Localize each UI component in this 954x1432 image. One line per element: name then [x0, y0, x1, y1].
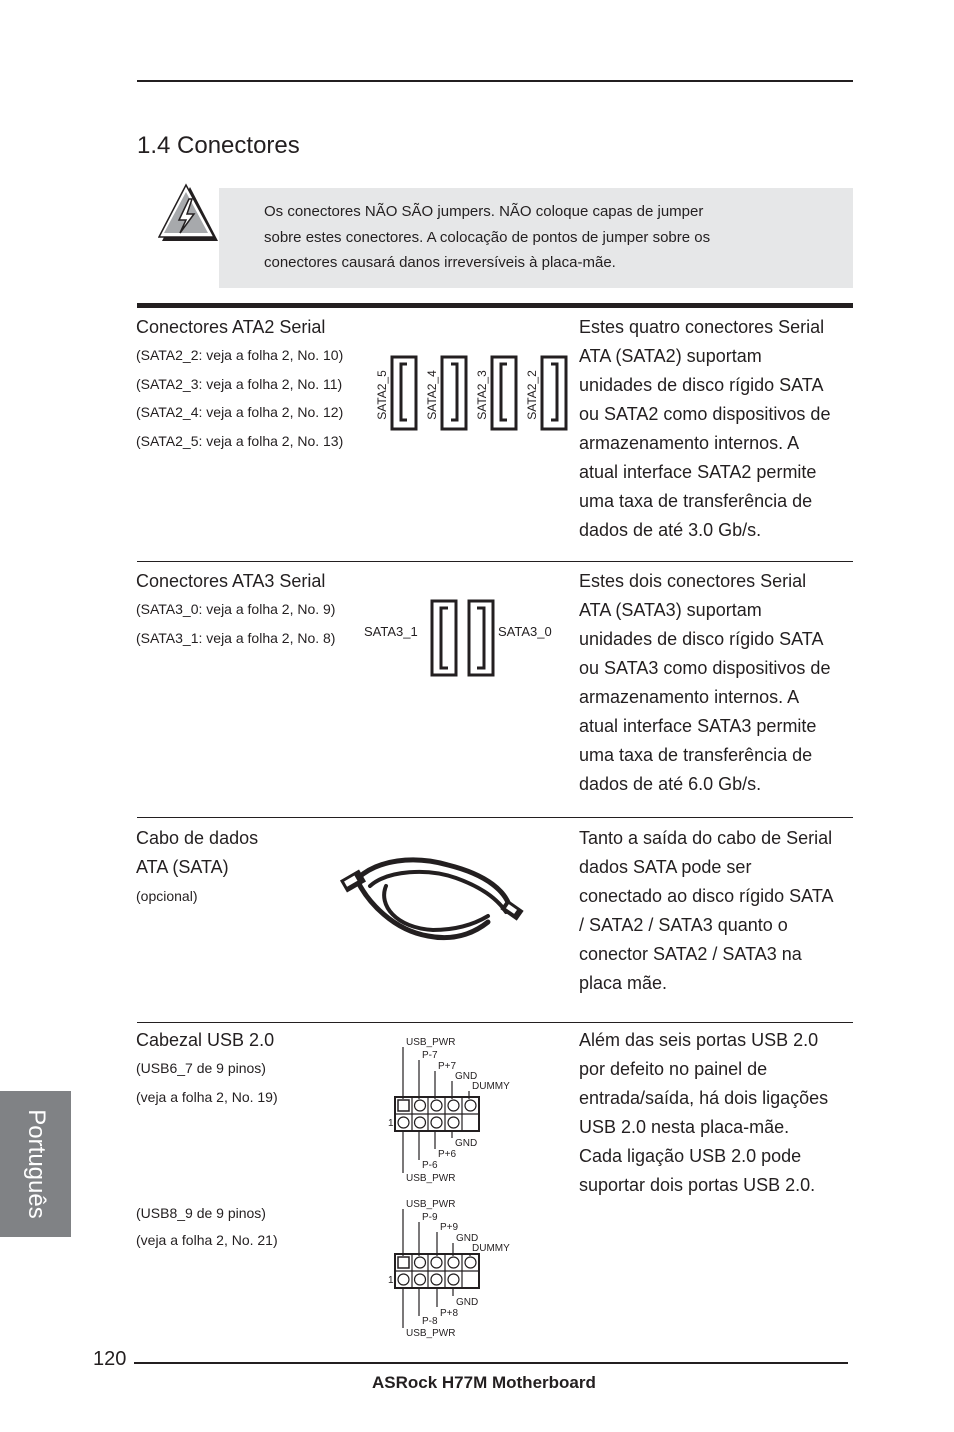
svg-text:P+8: P+8: [440, 1308, 459, 1319]
usb-description: Além das seis portas USB 2.0 por defeito no painel de entrada/saída, há dois ligações USB 2.0 nesta placa-mãe. Cada ligação USB 2.0 pode suportar dois portas USB 2.0.: [579, 1030, 829, 1195]
language-tab: [0, 1091, 71, 1237]
divider: [137, 817, 853, 818]
svg-text:P-9: P-9: [422, 1212, 438, 1223]
language-tab-label: Português: [22, 1109, 50, 1219]
ata2-note: (SATA2_2: veja a folha 2, No. 10): [136, 347, 344, 363]
svg-text:USB_PWR: USB_PWR: [406, 1199, 456, 1210]
svg-text:P-6: P-6: [422, 1160, 438, 1171]
ata2-note: (SATA2_5: veja a folha 2, No. 13): [136, 433, 344, 449]
usb-note: (veja a folha 2, No. 21): [136, 1232, 278, 1248]
section-rule: [137, 303, 853, 308]
page-number: 120: [93, 1348, 127, 1370]
ata2-title: Conectores ATA2 Serial: [136, 317, 326, 337]
sata2-port: [425, 357, 466, 429]
svg-text:DUMMY: DUMMY: [472, 1081, 510, 1092]
svg-text:P+9: P+9: [440, 1222, 459, 1233]
top-rule: [137, 80, 853, 82]
svg-text:1: 1: [388, 1118, 394, 1129]
ata3-note: (SATA3_0: veja a folha 2, No. 9): [136, 601, 336, 617]
cable-title: Cabo de dados: [136, 828, 259, 848]
sata2-port: [475, 357, 516, 429]
svg-text:SATA3_0: SATA3_0: [498, 624, 552, 639]
footer-title: ASRock H77M Motherboard: [372, 1373, 596, 1392]
svg-text:SATA2_5: SATA2_5: [375, 370, 389, 420]
usb-header-diagram: [384, 1033, 534, 1185]
svg-text:1: 1: [388, 1275, 394, 1286]
cable-note: (opcional): [136, 888, 198, 904]
svg-text:SATA2_2: SATA2_2: [525, 370, 539, 420]
svg-text:USB_PWR: USB_PWR: [406, 1173, 456, 1184]
svg-text:P-7: P-7: [422, 1050, 438, 1061]
ata2-description: Estes quatro conectores Serial ATA (SATA2) suportam unidades de disco rígido SATA ou SATA2 como dispositivos de armazenamento internos. A atual interface SATA2 permite uma taxa de transferência de dados de até 3.0 Gb/s.: [579, 317, 831, 540]
ata3-note: (SATA3_1: veja a folha 2, No. 8): [136, 630, 336, 646]
svg-text:P+6: P+6: [438, 1149, 457, 1160]
section-title: 1.4 Conectores: [137, 132, 300, 159]
svg-text:GND: GND: [456, 1297, 479, 1308]
divider: [137, 561, 853, 562]
svg-text:DUMMY: DUMMY: [472, 1243, 510, 1254]
svg-text:P-8: P-8: [422, 1316, 438, 1327]
sata2-port: [525, 357, 566, 429]
usb-note: (veja a folha 2, No. 19): [136, 1089, 278, 1105]
usb-header-diagram: [384, 1196, 534, 1346]
svg-text:SATA2_3: SATA2_3: [475, 370, 489, 420]
usb-note: (USB8_9 de 9 pinos): [136, 1205, 266, 1221]
sata3-connectors-diagram: [360, 598, 565, 678]
cable-title: ATA (SATA): [136, 857, 229, 877]
warning-text: Os conectores NÃO SÃO jumpers. NÃO coloque capas de jumper sobre estes conectores. A colocação de pontos de jumper sobre os conectores causará danos irreversíveis à placa-mãe.: [264, 203, 711, 271]
svg-text:SATA2_4: SATA2_4: [425, 370, 439, 420]
ata3-title: Conectores ATA3 Serial: [136, 571, 326, 591]
svg-text:P+7: P+7: [438, 1061, 457, 1072]
svg-text:SATA3_1: SATA3_1: [364, 624, 418, 639]
usb-title: Cabezal USB 2.0: [136, 1030, 275, 1050]
svg-text:USB_PWR: USB_PWR: [406, 1037, 456, 1048]
ata2-note: (SATA2_4: veja a folha 2, No. 12): [136, 404, 344, 420]
cable-description: Tanto a saída do cabo de Serial dados SATA pode ser conectado ao disco rígido SATA / SATA2 / SATA3 quanto o conector SATA2 / SATA3 na placa mãe.: [579, 828, 834, 993]
usb-note: (USB6_7 de 9 pinos): [136, 1060, 266, 1076]
sata2-port: [375, 357, 416, 429]
ata3-description: Estes dois conectores Serial ATA (SATA3) suportam unidades de disco rígido SATA ou SATA3 como dispositivos de armazenamento internos. A atual interface SATA3 permite uma taxa de transferência de dados de até 6.0 Gb/s.: [579, 571, 831, 794]
svg-text:GND: GND: [455, 1071, 478, 1082]
sata-cable-image: [338, 850, 528, 945]
svg-text:GND: GND: [455, 1138, 478, 1149]
divider: [137, 1022, 853, 1023]
bottom-rule: [134, 1362, 848, 1364]
sata2-connectors-diagram: [370, 355, 570, 431]
warning-icon: [158, 183, 220, 245]
svg-text:GND: GND: [456, 1233, 479, 1244]
svg-text:USB_PWR: USB_PWR: [406, 1328, 456, 1339]
ata2-note: (SATA2_3: veja a folha 2, No. 11): [136, 376, 343, 392]
